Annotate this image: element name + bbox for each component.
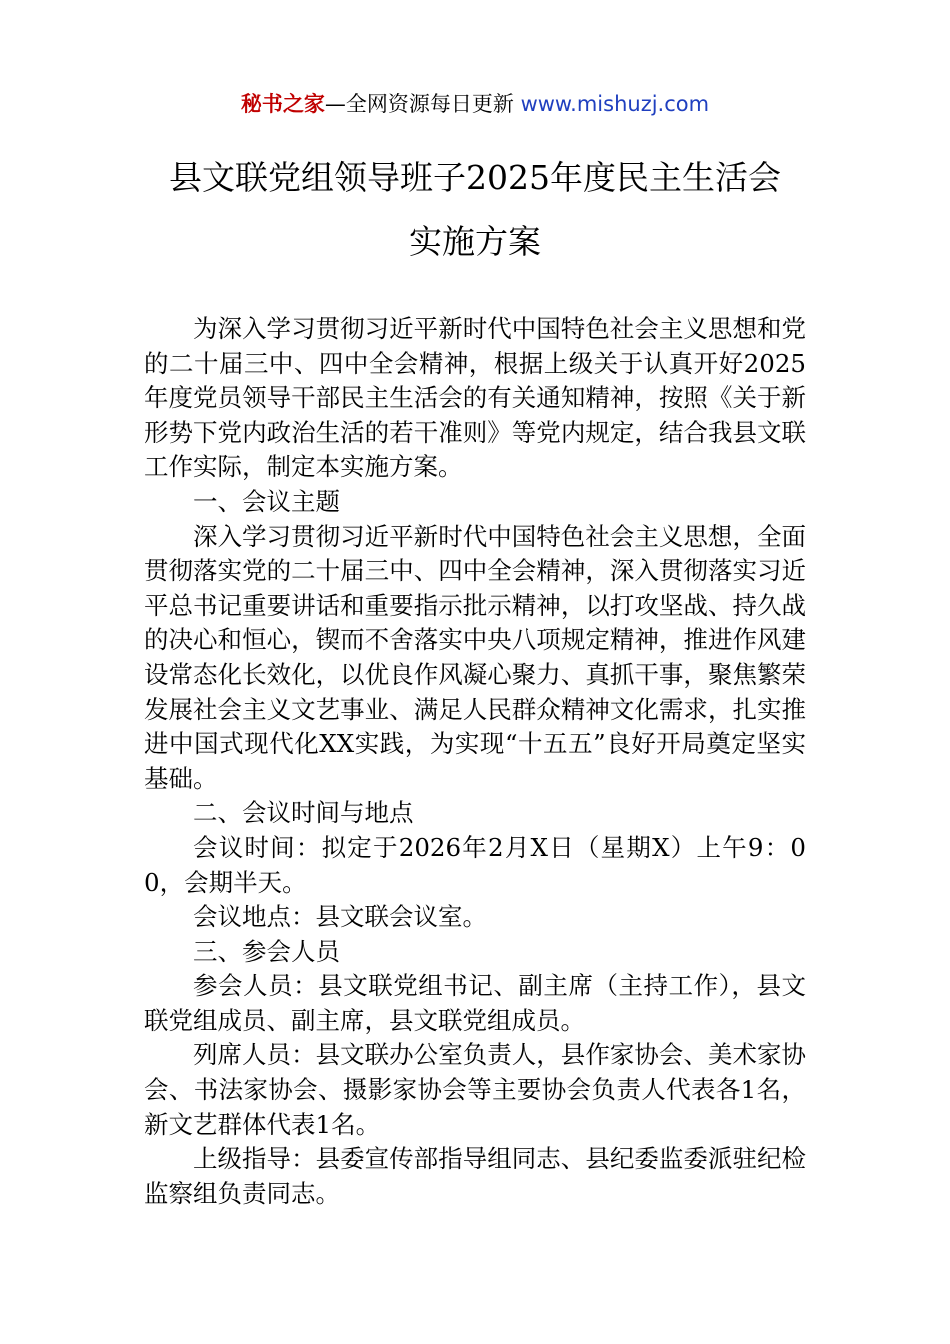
meeting-place-paragraph: 会议地点：县文联会议室。 bbox=[193, 902, 487, 932]
site-header bbox=[0, 88, 950, 120]
header-slogan: —全网资源每日更新 bbox=[324, 92, 521, 116]
document-title bbox=[0, 146, 950, 274]
title-line-1: 县文联党组领导班子2025年度民主生活会 bbox=[169, 158, 781, 197]
observers-paragraph: 列席人员：县文联办公室负责人，县作家协会、美术家协会、书法家协会、摄影家协会等主要协会负责人代表各1名，新文艺群体代表1名。 bbox=[144, 1040, 806, 1139]
brand-name: 秘书之家 bbox=[240, 92, 325, 116]
intro-paragraph: 为深入学习贯彻习近平新时代中国特色社会主义思想和党的二十届三中、四中全会精神，根据上级关于认真开好2025年度党员领导干部民主生活会的有关通知精神，按照《关于新形势下党内政治生活的若干准则》等党内规定，结合我县文联工作实际，制定本实施方案。 bbox=[144, 314, 806, 482]
section-heading-theme: 一、会议主题 bbox=[193, 486, 340, 516]
document-body bbox=[144, 312, 806, 1211]
theme-paragraph: 深入学习贯彻习近平新时代中国特色社会主义思想，全面贯彻落实党的二十届三中、四中全会精神，深入贯彻落实习近平总书记重要讲话和重要指示批示精神，以打攻坚战、持久战的决心和恒心，锲而不舍落实中央八项规定精神，推进作风建设常态化长效化，以优良作风凝心聚力、真抓干事，聚焦繁荣发展社会主义文艺事业、满足人民群众精神文化需求，扎实推进中国式现代化XX实践，为实现“十五五”良好开局奠定坚实基础。 bbox=[144, 521, 806, 793]
attendees-paragraph: 参会人员：县文联党组书记、副主席（主持工作），县文联党组成员、副主席，县文联党组成员。 bbox=[144, 971, 806, 1035]
meeting-time-paragraph: 会议时间：拟定于2026年2月X日（星期X）上午9：00，会期半天。 bbox=[144, 832, 806, 897]
title-line-2: 实施方案 bbox=[409, 222, 541, 261]
section-heading-time-place: 二、会议时间与地点 bbox=[193, 798, 414, 828]
section-heading-attendees: 三、参会人员 bbox=[193, 936, 340, 966]
site-url-link[interactable]: www.mishuzj.com bbox=[520, 92, 710, 116]
supervision-paragraph: 上级指导：县委宣传部指导组同志、县纪委监委派驻纪检监察组负责同志。 bbox=[144, 1144, 806, 1208]
